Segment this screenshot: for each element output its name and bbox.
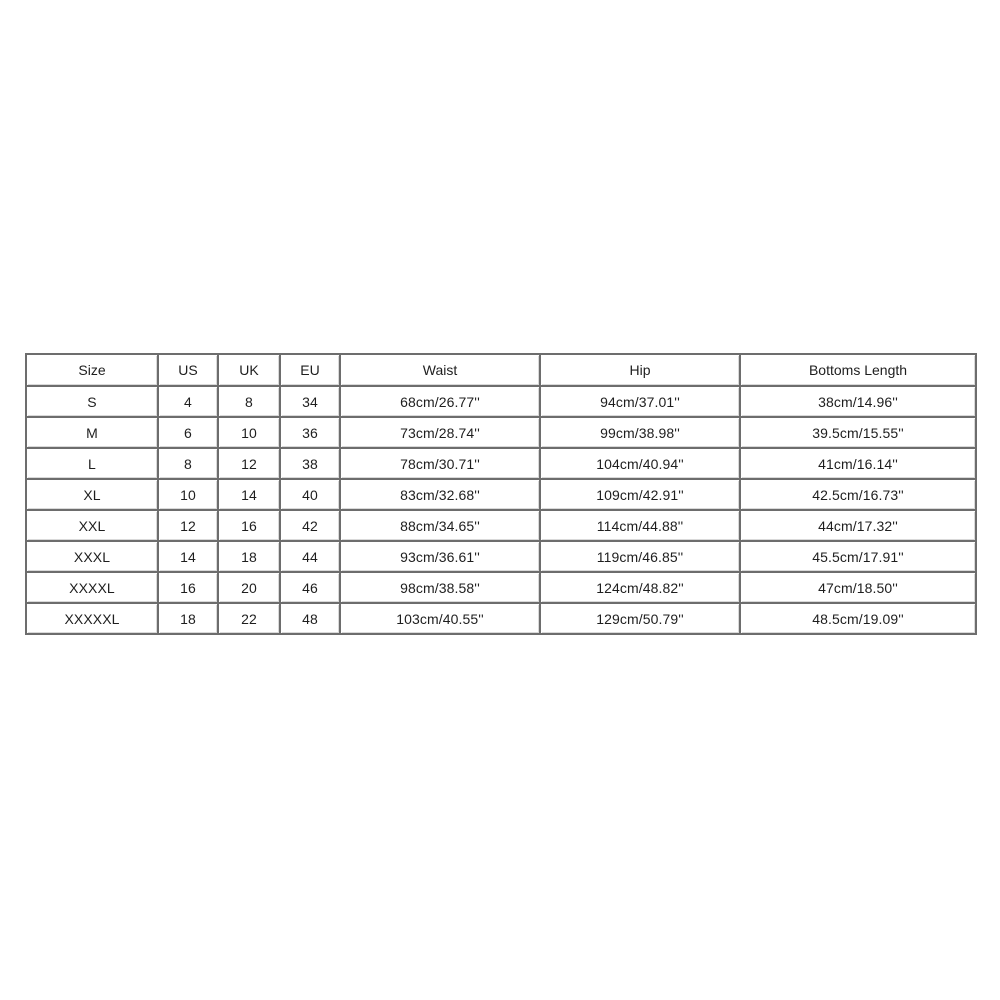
header-size: Size <box>27 355 159 387</box>
cell-waist: 103cm/40.55'' <box>341 604 541 635</box>
cell-us: 10 <box>159 480 219 511</box>
cell-eu: 40 <box>281 480 341 511</box>
cell-uk: 8 <box>219 387 281 418</box>
cell-uk: 12 <box>219 449 281 480</box>
cell-eu: 34 <box>281 387 341 418</box>
table-row <box>27 604 977 635</box>
cell-size: S <box>27 387 159 418</box>
cell-us: 18 <box>159 604 219 635</box>
cell-uk: 22 <box>219 604 281 635</box>
table-row <box>27 449 977 480</box>
cell-bottoms-length: 47cm/18.50'' <box>741 573 977 604</box>
cell-uk: 14 <box>219 480 281 511</box>
header-waist: Waist <box>341 355 541 387</box>
cell-size: M <box>27 418 159 449</box>
cell-eu: 38 <box>281 449 341 480</box>
cell-us: 4 <box>159 387 219 418</box>
cell-size: XL <box>27 480 159 511</box>
cell-eu: 42 <box>281 511 341 542</box>
header-eu: EU <box>281 355 341 387</box>
cell-hip: 119cm/46.85'' <box>541 542 741 573</box>
size-chart-table <box>25 353 977 635</box>
cell-hip: 124cm/48.82'' <box>541 573 741 604</box>
cell-bottoms-length: 41cm/16.14'' <box>741 449 977 480</box>
cell-hip: 114cm/44.88'' <box>541 511 741 542</box>
table-row <box>27 387 977 418</box>
cell-waist: 78cm/30.71'' <box>341 449 541 480</box>
cell-us: 16 <box>159 573 219 604</box>
cell-us: 6 <box>159 418 219 449</box>
cell-uk: 18 <box>219 542 281 573</box>
header-bottoms-length: Bottoms Length <box>741 355 977 387</box>
cell-hip: 129cm/50.79'' <box>541 604 741 635</box>
cell-bottoms-length: 48.5cm/19.09'' <box>741 604 977 635</box>
cell-eu: 46 <box>281 573 341 604</box>
cell-hip: 94cm/37.01'' <box>541 387 741 418</box>
cell-size: L <box>27 449 159 480</box>
cell-waist: 83cm/32.68'' <box>341 480 541 511</box>
cell-waist: 88cm/34.65'' <box>341 511 541 542</box>
cell-waist: 98cm/38.58'' <box>341 573 541 604</box>
cell-uk: 10 <box>219 418 281 449</box>
cell-us: 8 <box>159 449 219 480</box>
cell-bottoms-length: 42.5cm/16.73'' <box>741 480 977 511</box>
cell-us: 12 <box>159 511 219 542</box>
cell-uk: 16 <box>219 511 281 542</box>
header-hip: Hip <box>541 355 741 387</box>
cell-size: XXXL <box>27 542 159 573</box>
cell-uk: 20 <box>219 573 281 604</box>
cell-bottoms-length: 45.5cm/17.91'' <box>741 542 977 573</box>
cell-bottoms-length: 44cm/17.32'' <box>741 511 977 542</box>
table-row <box>27 511 977 542</box>
table-row <box>27 573 977 604</box>
cell-hip: 99cm/38.98'' <box>541 418 741 449</box>
cell-bottoms-length: 38cm/14.96'' <box>741 387 977 418</box>
cell-size: XXXXXL <box>27 604 159 635</box>
cell-eu: 36 <box>281 418 341 449</box>
cell-waist: 93cm/36.61'' <box>341 542 541 573</box>
header-row <box>27 355 977 387</box>
cell-eu: 48 <box>281 604 341 635</box>
cell-hip: 109cm/42.91'' <box>541 480 741 511</box>
table-row <box>27 542 977 573</box>
header-us: US <box>159 355 219 387</box>
cell-eu: 44 <box>281 542 341 573</box>
cell-waist: 73cm/28.74'' <box>341 418 541 449</box>
cell-waist: 68cm/26.77'' <box>341 387 541 418</box>
cell-size: XXXXL <box>27 573 159 604</box>
header-uk: UK <box>219 355 281 387</box>
cell-size: XXL <box>27 511 159 542</box>
cell-us: 14 <box>159 542 219 573</box>
cell-hip: 104cm/40.94'' <box>541 449 741 480</box>
table-row <box>27 418 977 449</box>
table-row <box>27 480 977 511</box>
cell-bottoms-length: 39.5cm/15.55'' <box>741 418 977 449</box>
